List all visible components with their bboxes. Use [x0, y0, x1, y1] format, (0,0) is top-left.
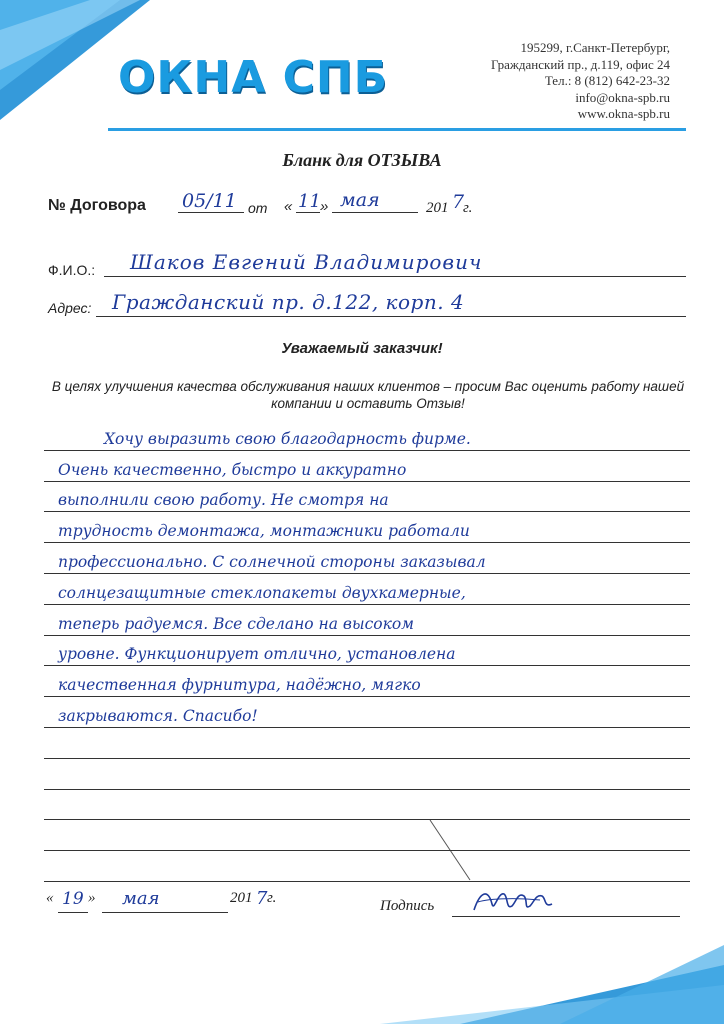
review-line [44, 759, 690, 790]
company-contacts [491, 40, 670, 123]
review-line [44, 820, 690, 851]
review-line [44, 543, 690, 574]
review-line [44, 636, 690, 667]
sign-quote-close: » [88, 890, 96, 906]
sign-year-prefix: 201 [230, 890, 253, 906]
website-line: www.okna-spb.ru [577, 106, 670, 121]
review-line [44, 728, 690, 759]
review-line [44, 851, 690, 882]
review-text: качественная фурнитура, надёжно, мягко [58, 676, 421, 695]
review-lines [44, 420, 690, 882]
review-text: профессионально. С солнечной стороны заказывал [58, 552, 486, 571]
review-line [44, 512, 690, 543]
review-text: трудность демонтажа, монтажники работали [58, 522, 470, 541]
review-text: Хочу выразить свою благодарность фирме. [104, 429, 471, 448]
quote-close: » [320, 198, 329, 215]
address-line: Гражданский пр., д.119, офис 24 [490, 56, 670, 72]
signature-label: Подпись [380, 898, 435, 914]
name-label: Ф.И.О.: [48, 262, 96, 278]
address-label: Адрес: [48, 300, 92, 316]
sign-month-field [102, 892, 228, 913]
address-line: 195299, г.Санкт-Петербург, [520, 40, 670, 55]
address-value: Гражданский пр. д.122, корп. 4 [112, 290, 465, 314]
header-divider [108, 128, 686, 131]
sign-day-value: 19 [62, 889, 84, 909]
form-title: Бланк для ОТЗЫВА [282, 150, 442, 170]
review-line [44, 482, 690, 513]
sign-year-suffix: г. [267, 890, 277, 906]
contract-number-value: 05/11 [182, 190, 237, 212]
sign-year-digit: 7 [256, 888, 268, 909]
review-text: выполнили свою работу. Не смотря на [58, 491, 389, 510]
review-line [44, 420, 690, 451]
review-line [44, 697, 690, 728]
review-text: уровне. Функционирует отлично, установлена [58, 645, 456, 664]
review-text: теперь радуемся. Все сделано на высоком [58, 614, 415, 633]
contract-year-digit: 7 [452, 191, 465, 213]
quote-open: « [284, 198, 293, 215]
contract-month-value: мая [340, 189, 380, 211]
review-line [44, 790, 690, 821]
review-line [44, 451, 690, 482]
sign-month-value: мая [122, 888, 160, 909]
contract-label: № Договора [48, 197, 146, 214]
contract-row [48, 197, 146, 215]
name-value: Шаков Евгений Владимирович [130, 250, 483, 274]
email-line: info@okna-spb.ru [575, 89, 670, 105]
greeting-heading: Уважаемый заказчик! [281, 340, 443, 357]
intro-text: В целях улучшения качества обслуживания наших клиентов – просим Вас оценить работу нашей компании и оставить Отзыв! [51, 379, 685, 411]
contract-year-prefix: 201 [426, 200, 449, 216]
review-line [44, 666, 690, 697]
phone-line: Тел.: 8 (812) 642-23-32 [544, 73, 670, 88]
handwritten-signature [470, 884, 560, 918]
from-label: от [248, 200, 268, 216]
review-text: Очень качественно, быстро и аккуратно [58, 460, 407, 479]
review-text: закрываются. Спасибо! [58, 706, 258, 725]
review-text: солнцезащитные стеклопакеты двухкамерные, [58, 583, 466, 602]
review-line [44, 605, 690, 636]
contract-day-value: 11 [298, 191, 321, 212]
company-logo: ОКНА СПБ [118, 52, 389, 103]
year-suffix: г. [463, 200, 473, 216]
review-line [44, 574, 690, 605]
sign-quote-open: « [46, 890, 54, 906]
